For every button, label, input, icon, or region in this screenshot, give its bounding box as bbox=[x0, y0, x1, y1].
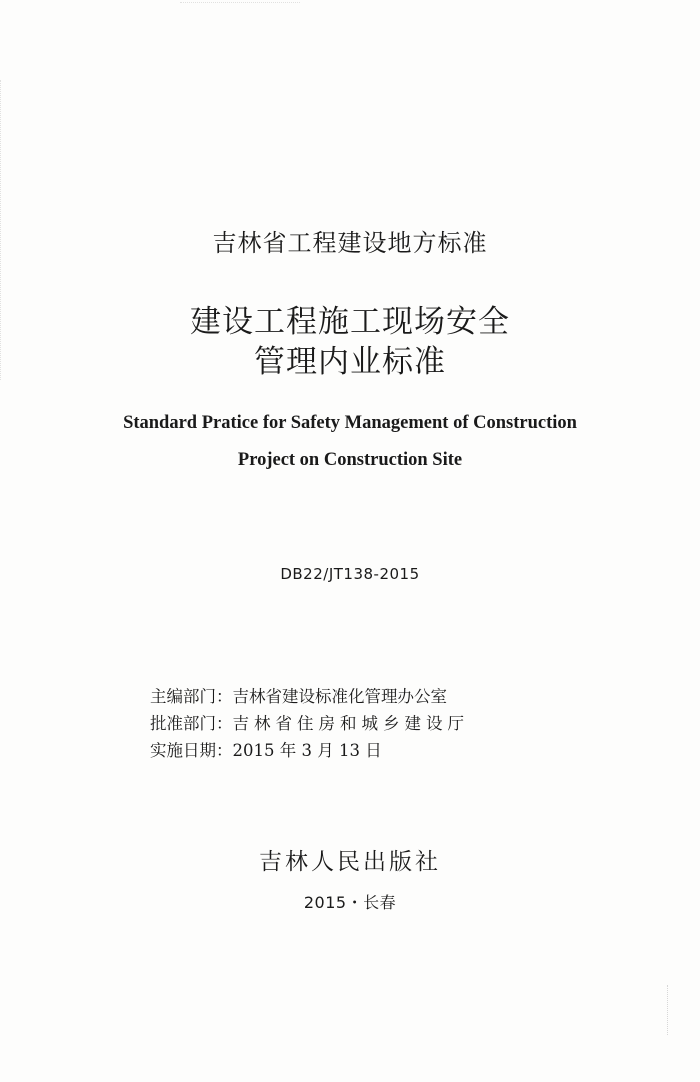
effective-date-label: 实施日期： bbox=[150, 741, 233, 760]
approver-row bbox=[150, 710, 469, 737]
series-title: 吉林省工程建设地方标准 bbox=[212, 229, 488, 257]
effective-date-value: 2015 年 3 月 13 日 bbox=[232, 741, 382, 760]
english-title-line-1: Standard Pratice for Safety Management of Construction bbox=[123, 413, 577, 433]
scan-edge-mark bbox=[667, 985, 670, 1035]
publisher: 吉林人民出版社 bbox=[259, 849, 441, 875]
english-title-line-2: Project on Construction Site bbox=[237, 450, 463, 470]
approver-label: 批准部门： bbox=[150, 714, 233, 733]
publication-year-place: 2015・长春 bbox=[303, 893, 397, 912]
approver-value: 吉林省住房和城乡建设厅 bbox=[232, 714, 469, 733]
scan-edge-mark bbox=[180, 2, 300, 5]
standard-code: DB22/JT138-2015 bbox=[280, 565, 420, 583]
info-block bbox=[150, 683, 469, 764]
editor-row bbox=[150, 683, 469, 710]
editor-label: 主编部门： bbox=[150, 687, 233, 706]
main-title-line-2: 管理内业标准 bbox=[254, 344, 446, 380]
effective-date-row bbox=[150, 737, 469, 764]
editor-value: 吉林省建设标准化管理办公室 bbox=[232, 687, 447, 706]
main-title-line-1: 建设工程施工现场安全 bbox=[190, 304, 510, 340]
